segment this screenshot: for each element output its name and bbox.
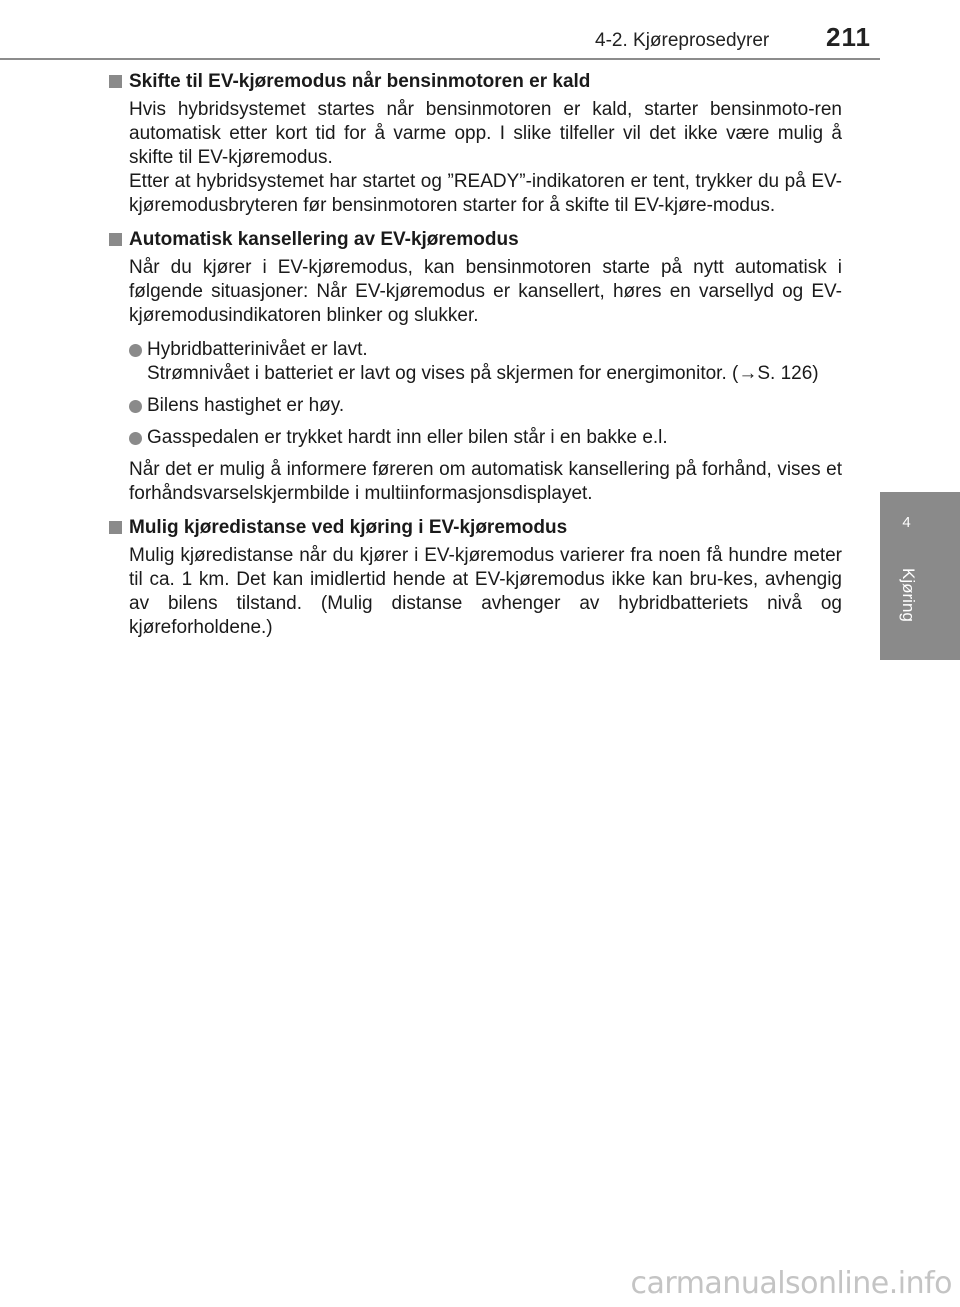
square-bullet-icon xyxy=(109,521,122,534)
chapter-tab xyxy=(880,492,960,660)
paragraph: Hvis hybridsystemet startes når bensinmotoren er kald, starter bensinmoto-ren automatisk etter kort tid for å varme opp. I slike tilfeller vil det ikke være mulig å skifte til EV-kjøremodus. xyxy=(129,99,842,168)
list-item xyxy=(107,394,842,418)
section-title: 4-2. Kjøreprosedyrer xyxy=(595,30,770,51)
chapter-title: Kjøring xyxy=(899,568,918,622)
section-ev-range xyxy=(107,516,842,640)
paragraph: Mulig kjøredistanse når du kjører i EV-kjøremodus varierer fra noen få hundre meter til ca. 1 km. Det kan imidlertid hende at EV-kjøremodus ikke kan bru-kes, avhengig av bilens tilstand. (Mulig distanse avhenger av hybridbatteriets nivå og kjøreforholdene.) xyxy=(129,545,842,638)
circle-bullet-icon xyxy=(129,400,142,413)
list-item-detail: Strømnivået i batteriet er lavt og vises på skjermen for energimonitor. (→S. 126) xyxy=(147,363,819,384)
list-item-text: Bilens hastighet er høy. xyxy=(147,395,345,416)
paragraph: Etter at hybridsystemet har startet og ”READY”-indikatoren er tent, trykker du på EV-kjøremodusbryteren før bensinmotoren starter for å skifte til EV-kjøre-modus. xyxy=(129,171,842,216)
circle-bullet-icon xyxy=(129,432,142,445)
section-heading: Skifte til EV-kjøremodus når bensinmotoren er kald xyxy=(107,70,842,94)
section-auto-cancel xyxy=(107,228,842,506)
square-bullet-icon xyxy=(109,75,122,88)
page-header xyxy=(0,0,960,60)
list-item-text: Gasspedalen er trykket hardt inn eller bilen står i en bakke e.l. xyxy=(147,427,668,448)
section-cold-engine xyxy=(107,70,842,218)
chapter-number: 4 xyxy=(902,514,911,531)
page-number: 211 xyxy=(826,22,871,52)
paragraph: Når det er mulig å informere føreren om automatisk kansellering på forhånd, vises et forhåndsvarselskjermbilde i multiinformasjonsdisplayet. xyxy=(129,459,842,504)
list-item xyxy=(107,426,842,450)
section-heading: Mulig kjøredistanse ved kjøring i EV-kjøremodus xyxy=(107,516,842,540)
paragraph: Når du kjører i EV-kjøremodus, kan bensinmotoren starte på nytt automatisk i følgende situasjoner: Når EV-kjøremodus er kansellert, høres en varsellyd og EV-kjøremodusindikatoren blinker og slukker. xyxy=(129,257,842,326)
square-bullet-icon xyxy=(109,233,122,246)
list-item-text: Hybridbatterinivået er lavt. xyxy=(147,339,368,360)
page-content xyxy=(107,70,842,650)
watermark: carmanualsonline.info xyxy=(630,1266,952,1301)
list-item xyxy=(107,338,842,386)
header-rule xyxy=(0,58,880,60)
section-heading: Automatisk kansellering av EV-kjøremodus xyxy=(107,228,842,252)
circle-bullet-icon xyxy=(129,344,142,357)
